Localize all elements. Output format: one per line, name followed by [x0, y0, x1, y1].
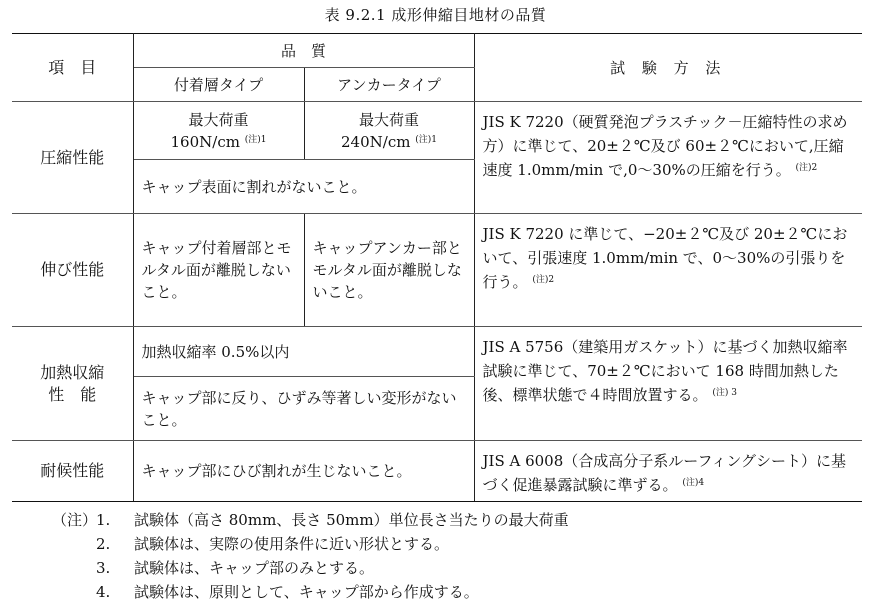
note-item	[52, 580, 569, 604]
header-type-a: 付着層タイプ	[133, 68, 304, 102]
note-number: 2.	[96, 535, 111, 553]
note-text: 試験体は、原則として、キャップ部から作成する。	[134, 583, 479, 601]
note-item	[52, 508, 569, 532]
compression-method-note: (注)2	[795, 163, 818, 173]
heat-deform: キャップ部に反り、ひずみ等著しい変形がないこと。	[133, 377, 474, 441]
compression-a-note: (注)1	[244, 134, 267, 145]
notes	[52, 508, 569, 604]
weather-method-note: (注)4	[682, 478, 705, 488]
compression-a-value: 160N/cm	[170, 132, 240, 151]
row-label-heat	[12, 327, 133, 441]
compression-a-value-line	[142, 131, 296, 153]
note-item	[52, 556, 569, 580]
compression-b-note: (注)1	[415, 134, 437, 145]
heat-label-line1: 加熱収縮	[40, 362, 105, 382]
stretch-type-a: キャップ付着層部とモルタル面が離脱しないこと。	[133, 214, 304, 327]
heat-shrink: 加熱収縮率 0.5%以内	[133, 327, 474, 377]
compression-type-a	[133, 102, 304, 160]
heat-method	[474, 327, 862, 441]
compression-method-text: JIS K 7220（硬質発泡プラスチック－圧縮特性の求め方）に準じて、20±２℃及び 60±２℃において,圧縮速度 1.0mm/min で,0～30%の圧縮を行う。	[482, 113, 848, 179]
header-method: 試 験 方 法	[474, 34, 862, 102]
stretch-method	[474, 214, 862, 327]
row-label-compression: 圧縮性能	[12, 102, 133, 214]
header-quality: 品 質	[133, 34, 474, 68]
header-item: 項 目	[12, 34, 133, 102]
row-label-weather: 耐候性能	[12, 441, 133, 502]
compression-method	[474, 102, 862, 214]
weather-method	[474, 441, 862, 502]
notes-lead: （注）	[52, 511, 98, 529]
note-item	[52, 532, 569, 556]
weather-method-text: JIS A 6008（合成高分子系ルーフィングシート）に基づく促進暴露試験に準ずる。	[482, 452, 847, 494]
stretch-type-b: キャップアンカー部とモルタル面が離脱しないこと。	[304, 214, 474, 327]
quality-table	[12, 33, 862, 502]
row-label-stretch: 伸び性能	[12, 214, 133, 327]
compression-common: キャップ表面に割れがないこと。	[133, 160, 474, 214]
note-number: 1.	[96, 511, 111, 529]
note-text: 試験体は、実際の使用条件に近い形状とする。	[134, 535, 450, 553]
stretch-method-text: JIS K 7220 に準じて、−20±２℃及び 20±２℃において、引張速度 1.0mm/min で、0～30%の引張りを行う。	[482, 225, 848, 291]
heat-method-text: JIS A 5756（建築用ガスケット）に基づく加熱収縮率試験に準じて、70±２℃において 168 時間加熱した後、標準状態で４時間放置する。	[482, 338, 848, 404]
compression-b-value: 240N/cm	[341, 132, 411, 151]
compression-b-title: 最大荷重	[359, 110, 420, 129]
note-number: 3.	[96, 559, 111, 577]
heat-method-note: (注) 3	[712, 388, 737, 398]
table-caption: 表 9.2.1 成形伸縮目地材の品質	[324, 6, 547, 24]
stretch-method-note: (注)2	[532, 275, 555, 285]
compression-type-b	[304, 102, 474, 160]
compression-a-title: 最大荷重	[188, 110, 249, 129]
compression-b-value-line	[313, 131, 466, 153]
heat-label-line2: 性 能	[48, 384, 97, 404]
note-number: 4.	[96, 583, 111, 601]
header-type-b: アンカータイプ	[304, 68, 474, 102]
weather-text: キャップ部にひび割れが生じないこと。	[133, 441, 474, 502]
note-text: 試験体は、キャップ部のみとする。	[134, 559, 375, 577]
note-text: 試験体（高さ 80mm、長さ 50mm）単位長さ当たりの最大荷重	[134, 511, 569, 529]
